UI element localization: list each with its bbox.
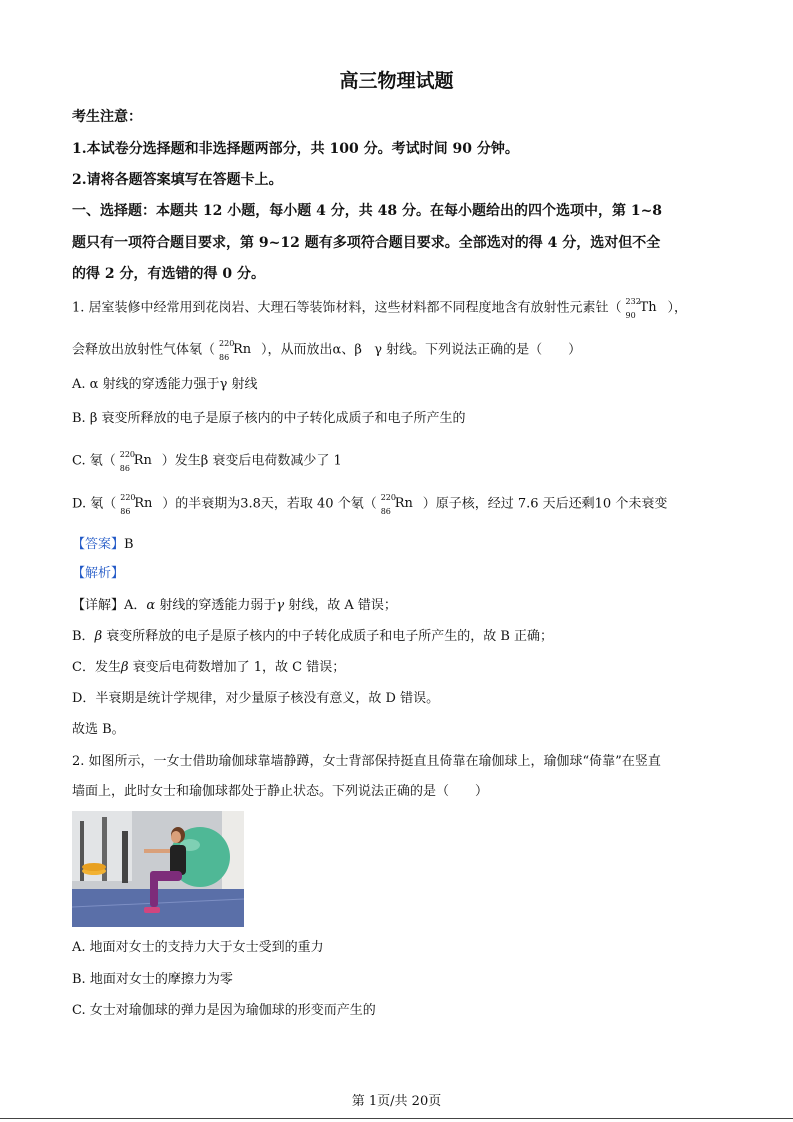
- q2-option-c: C. 女士对瑜伽球的弹力是因为瑜伽球的形变而产生的: [72, 1003, 376, 1018]
- detail-c: C．发生β 衰变后电荷数增加了 1，故 C 错误；: [72, 660, 346, 675]
- notice-item-1: 1.本试卷分选择题和非选择题两部分，共 100 分。考试时间 90 分钟。: [72, 141, 519, 157]
- q1-stem-line-1: 1. 居室装修中经常用到花岗岩、大理石等装饰材料，这些材料都不同程度地含有放射性元素钍（ 232 90 Th ），: [72, 297, 688, 320]
- radon-nuclide: 220 86 Rn: [119, 450, 152, 473]
- q1-option-d: D. 氡（ 220 86 Rn ）的半衰期为3.8天，若取 40 个氡（ 220 86 Rn ）原子核，经过 7.6 天后还剩10 个未衰变: [72, 493, 668, 516]
- notice-item-2: 2.请将各题答案填写在答题卡上。: [72, 172, 283, 188]
- notice-heading: 考生注意：: [72, 109, 142, 125]
- q1-option-c: C. 氡（ 220 86 Rn ）发生β 衰变后电荷数减少了 1: [72, 450, 342, 473]
- answer-line: [72, 536, 134, 554]
- q1-option-a: A. α 射线的穿透能力强于γ 射线: [72, 377, 258, 392]
- radon-nuclide: 220 86 Rn: [120, 493, 153, 516]
- q2-option-a: A. 地面对女士的支持力大于女士受到的重力: [72, 940, 324, 955]
- page-title: 高三物理试题: [339, 70, 454, 92]
- q1-stem-line-2: 会释放出放射性气体氡（ 220 86 Rn ），从而放出α、β γ 射线。下列说法正确的是（ ）: [72, 339, 582, 362]
- radon-nuclide: 220 86 Rn: [380, 493, 413, 516]
- q2-stem-line-2: 墙面上，此时女士和瑜伽球都处于静止状态。下列说法正确的是（ ）: [72, 784, 489, 799]
- detail-a: 【详解】A．α 射线的穿透能力弱于γ 射线，故 A 错误；: [72, 598, 397, 613]
- answer-value: B: [124, 537, 134, 552]
- detail-d: D．半衰期是统计学规律，对少量原子核没有意义，故 D 错误。: [72, 691, 440, 706]
- analysis-tag: 【解析】: [72, 566, 125, 581]
- detail-b: B．β 衰变所释放的电子是原子核内的中子转化成质子和电子所产生的，故 B 正确；: [72, 629, 554, 644]
- page-footer: 第 1页/共 20页: [351, 1094, 442, 1109]
- q1-option-b: B. β 衰变所释放的电子是原子核内的中子转化成质子和电子所产生的: [72, 411, 466, 426]
- radon-nuclide: 220 86 Rn: [219, 339, 252, 362]
- thorium-nuclide: 232 90 Th: [625, 297, 657, 320]
- answer-tag: 【答案】: [72, 537, 125, 552]
- section-heading-line-2: 题只有一项符合题目要求，第 9~12 题有多项符合题目要求。全部选对的得 4 分，选对但不全: [72, 235, 661, 251]
- section-heading-line-3: 的得 2 分，有选错的得 0 分。: [72, 266, 265, 282]
- conclusion: 故选 B。: [72, 722, 125, 737]
- yoga-ball-wall-squat-photo: [72, 811, 244, 927]
- footer-divider: [0, 1118, 793, 1119]
- section-heading-line-1: 一、选择题：本题共 12 小题，每小题 4 分，共 48 分。在每小题给出的四个选项中，第 1~8: [72, 203, 663, 219]
- q2-stem-line-1: 2. 如图所示，一女士借助瑜伽球靠墙静蹲，女士背部保持挺直且倚靠在瑜伽球上，瑜伽球“倚靠”在竖直: [72, 754, 661, 769]
- q2-option-b: B. 地面对女士的摩擦力为零: [72, 972, 233, 987]
